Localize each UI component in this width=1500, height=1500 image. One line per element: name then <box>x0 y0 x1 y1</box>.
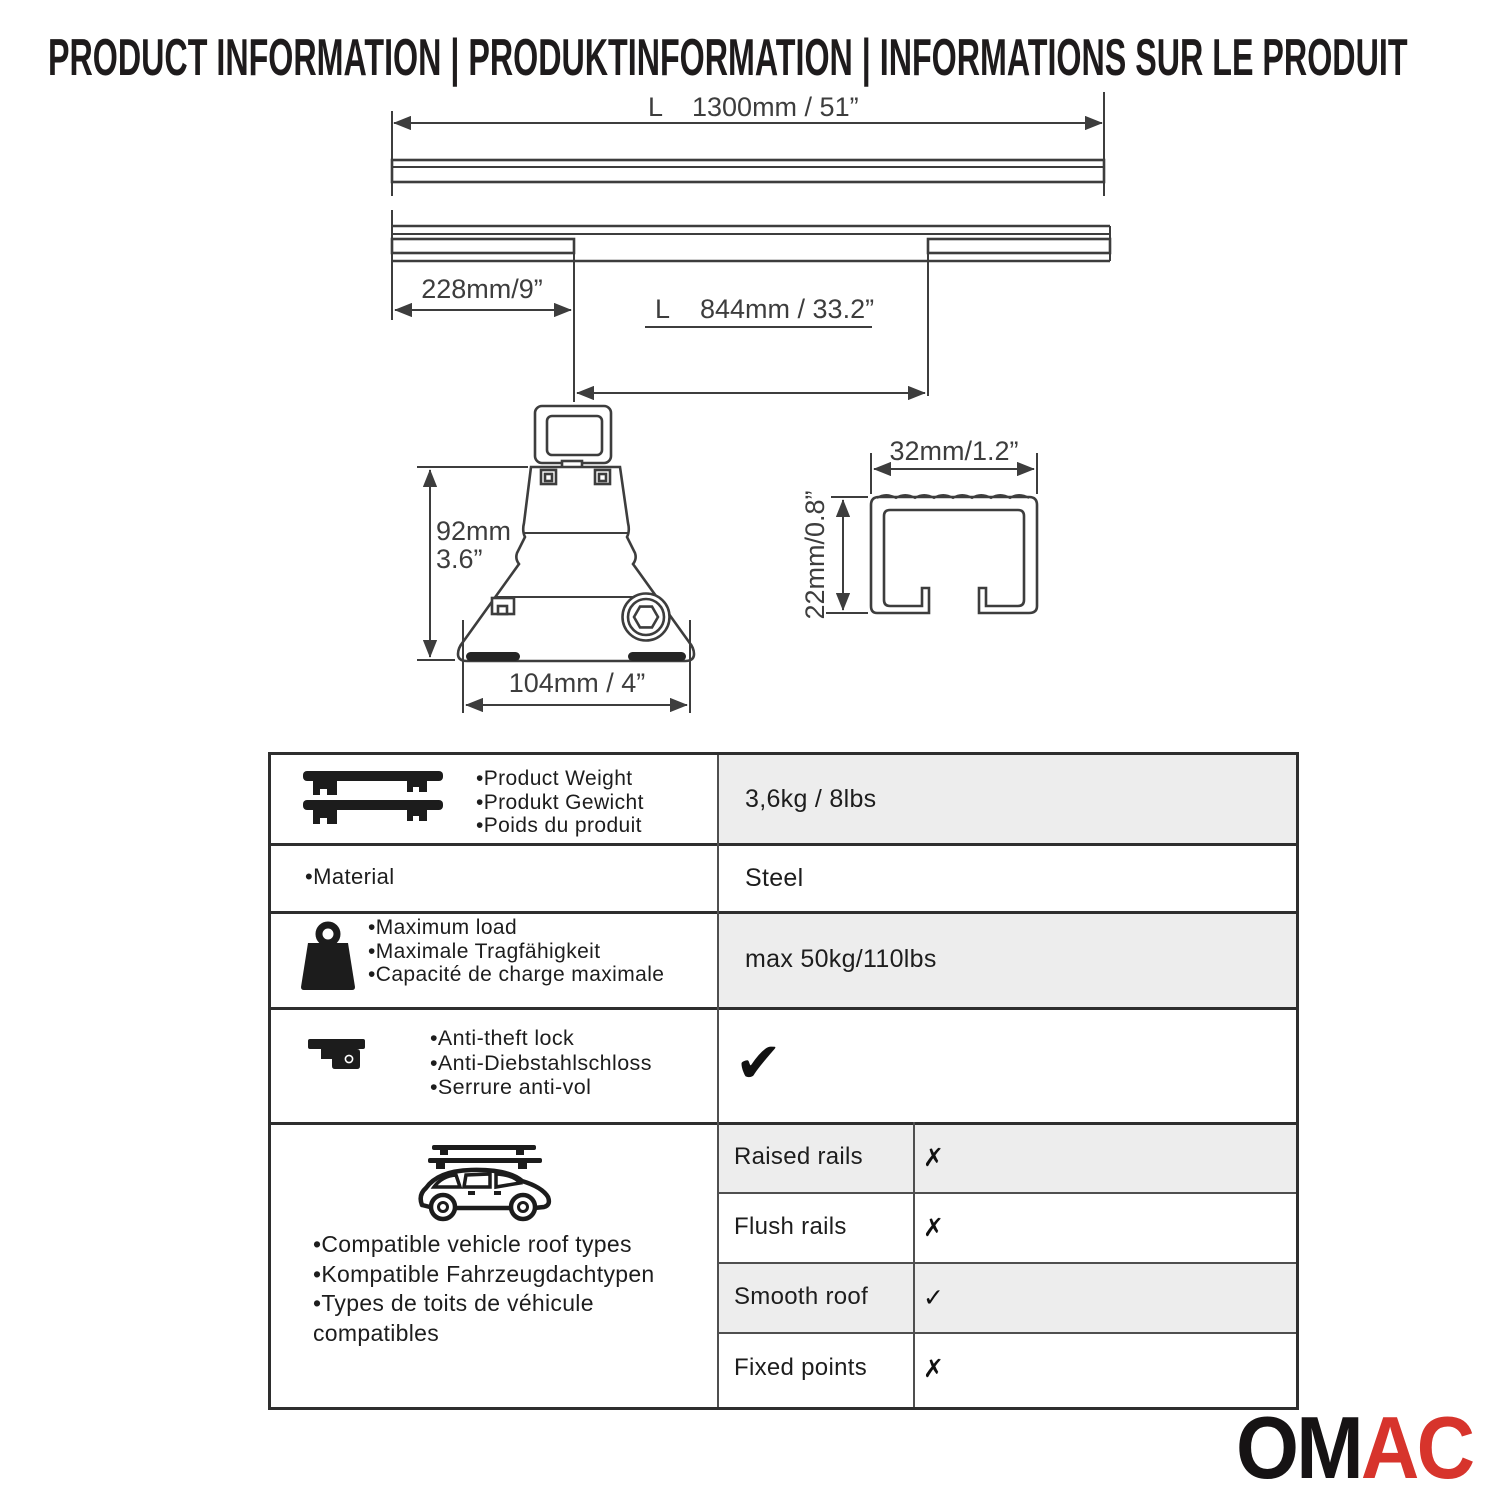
label-line: compatibles <box>313 1319 440 1346</box>
roof-type-fixed-points-mark: ✗ <box>923 1354 944 1383</box>
weight-icon <box>298 921 360 993</box>
label-line: •Maximum load <box>368 916 518 939</box>
spec-table <box>268 752 1299 1410</box>
product-weight-value: 3,6kg / 8lbs <box>745 785 877 813</box>
row-roof-types-labels <box>313 1230 655 1348</box>
foot-height-in-label: 3.6” <box>436 544 483 574</box>
profile-width-label: 32mm/1.2” <box>889 436 1019 466</box>
divider-line <box>271 1122 1296 1125</box>
foot-width-label: 104mm / 4” <box>508 668 646 698</box>
divider-line <box>717 1262 1296 1264</box>
row-anti-theft-labels <box>430 1026 652 1100</box>
omac-logo <box>1236 1398 1473 1497</box>
roof-type-raised-rails-mark: ✗ <box>923 1143 944 1172</box>
roof-type-fixed-points: Fixed points <box>734 1354 867 1381</box>
divider-line <box>271 1007 1296 1010</box>
material-value: Steel <box>745 864 804 892</box>
crossbar-length-prefix: L <box>648 92 664 122</box>
label-line: •Maximale Tragfähigkeit <box>368 939 601 963</box>
crossbar-length-label: 1300mm / 51” <box>692 92 859 122</box>
inner-span-label: 844mm / 33.2” <box>700 294 875 324</box>
label-line: •Compatible vehicle roof types <box>313 1231 632 1257</box>
label-line: •Poids du produit <box>476 814 642 837</box>
row-material-label: •Material <box>305 864 395 889</box>
inner-span-prefix: L <box>655 294 671 324</box>
divider-line <box>913 1122 915 1407</box>
profile-height-label: 22mm/0.8” <box>800 490 830 620</box>
row-max-load-labels <box>368 916 664 987</box>
roof-type-smooth-roof-mark: ✓ <box>923 1283 944 1312</box>
roof-type-flush-rails: Flush rails <box>734 1213 847 1240</box>
divider-line <box>717 755 719 1407</box>
label-line: •Anti-Diebstahlschloss <box>430 1050 652 1075</box>
label-line: •Produkt Gewicht <box>476 790 644 814</box>
label-line: •Capacité de charge maximale <box>368 963 665 986</box>
technical-drawing <box>0 85 1500 745</box>
label-line: •Anti-theft lock <box>430 1026 575 1050</box>
roof-type-flush-rails-mark: ✗ <box>923 1213 944 1242</box>
foot-offset-label: 228mm/9” <box>421 274 543 304</box>
label-line: •Serrure anti-vol <box>430 1075 592 1099</box>
car-roof-rack-icon <box>416 1143 556 1227</box>
lock-icon <box>307 1038 367 1076</box>
row-product-weight-labels <box>476 767 644 838</box>
divider-line <box>271 911 1296 914</box>
max-load-value: max 50kg/110lbs <box>745 945 937 973</box>
label-line: •Types de toits de véhicule <box>313 1290 594 1316</box>
divider-line <box>271 843 1296 846</box>
roof-type-smooth-roof: Smooth roof <box>734 1283 869 1310</box>
label-line: •Product Weight <box>476 767 633 790</box>
crossbars-icon <box>299 769 449 831</box>
foot-height-mm-label: 92mm <box>436 516 512 546</box>
divider-line <box>717 1332 1296 1334</box>
roof-type-raised-rails: Raised rails <box>734 1143 863 1170</box>
label-line: •Kompatible Fahrzeugdachtypen <box>313 1260 655 1287</box>
anti-theft-check: ✔ <box>735 1031 782 1096</box>
logo-text-red: AC <box>1360 1398 1473 1497</box>
divider-line <box>717 1192 1296 1194</box>
logo-text-black: OM <box>1236 1398 1361 1497</box>
page-title: PRODUCT INFORMATION | PRODUKTINFORMATION | INFORMATIONS SUR LE PRODUIT <box>48 29 1408 87</box>
